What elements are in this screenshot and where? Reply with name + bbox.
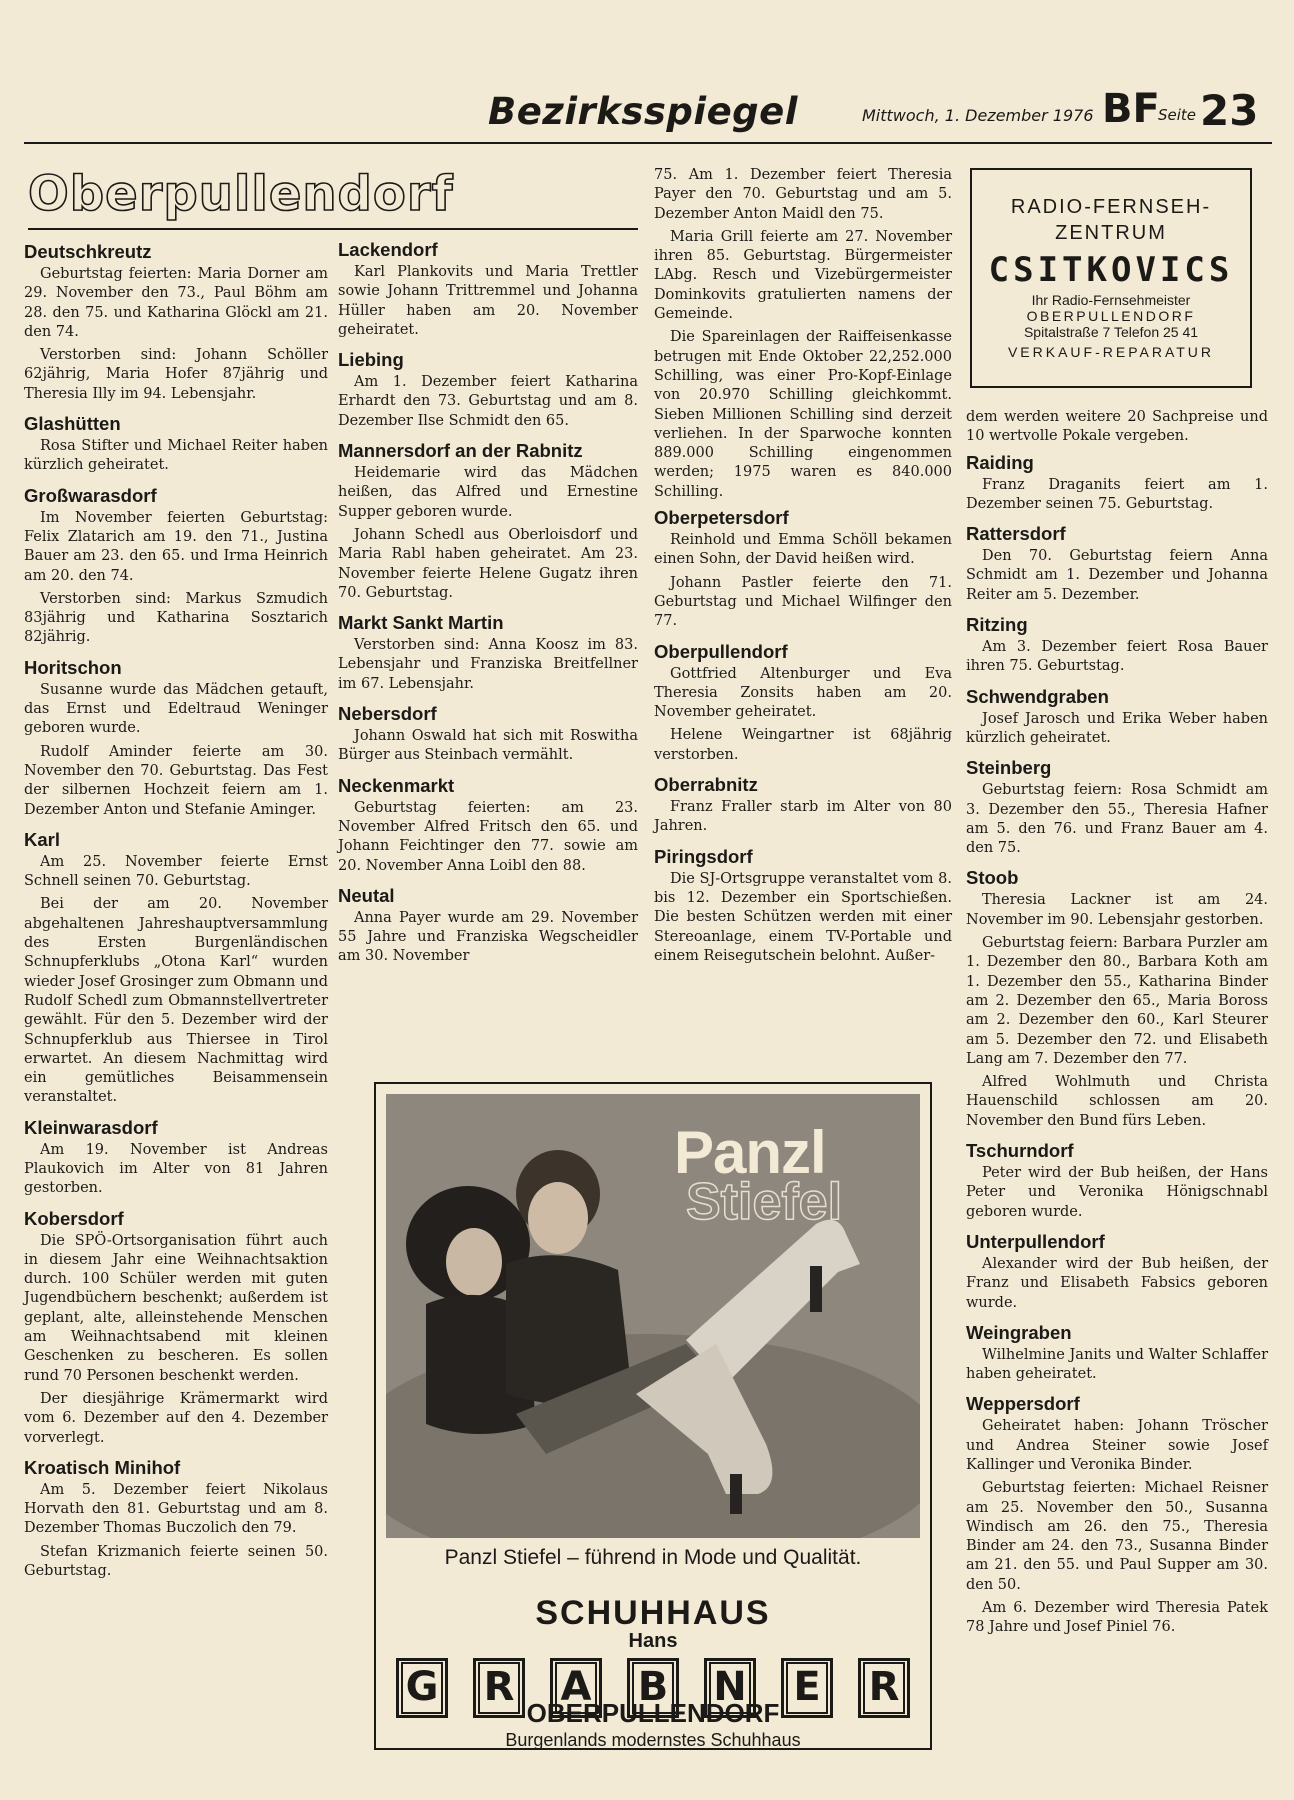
news-item (966, 685, 1268, 749)
shop-letter: G (401, 1662, 443, 1714)
news-paragraph: Heidemarie wird das Mädchen heißen, das Alfred und Ernestine Supper geboren wurde. (338, 465, 638, 520)
brand-name: Panzl (674, 1119, 826, 1186)
village-heading: Oberpetersdorf (654, 507, 789, 529)
continued-text (966, 408, 1268, 447)
news-paragraph: Die SJ-Ortsgruppe veranstaltet vom 8. bis 12. Dezember ein Sportschießen. Die besten Schützen werden mit einer Stereoanlage, einem TV-Portable und einem Reisegutschein belohnt. Außer- (654, 870, 952, 964)
shop-type: SCHUHHAUS (535, 1594, 771, 1632)
village-heading: Horitschon (24, 656, 122, 678)
village-heading: Großwarasdorf (24, 484, 157, 506)
news-paragraph: Geburtstag feierten: am 23. November Alfred Fritsch den 65. und Johann Feichtinger den 77. sowie am 20. November Anna Loibl den 88. (338, 799, 638, 874)
village-heading: Schwendgraben (966, 685, 1109, 707)
brand-product: Stiefel (686, 1173, 843, 1231)
village-heading: Lackendorf (338, 239, 438, 260)
ad-business-name: CSITKOVICS (988, 250, 1234, 290)
ad-tagline: Ihr Radio-Fernsehmeister (1031, 292, 1191, 308)
news-paragraph: Am 5. Dezember feiert Nikolaus Horvath den 81. Geburtstag und am 8. Dezember Thomas Buczolich den 79. (24, 1481, 328, 1537)
news-item (24, 828, 328, 1108)
shop-letter: R (478, 1662, 520, 1714)
column-3 (654, 166, 952, 974)
news-paragraph: Susanne wurde das Mädchen getauft, das Ernst und Edeltraud Weninger geboren wurde. (24, 681, 328, 737)
village-heading: Liebing (338, 349, 404, 371)
village-heading: Oberpullendorf (654, 640, 788, 662)
ad-headline-2: ZENTRUM (1055, 222, 1167, 244)
news-paragraph: Den 70. Geburtstag feiern Anna Schmidt am 1. Dezember und Johanna Reiter am 5. Dezember. (966, 548, 1268, 603)
news-item (338, 348, 638, 431)
column-2 (338, 238, 638, 975)
news-item (24, 240, 328, 404)
issue-date: Mittwoch, 1. Dezember 1976 (862, 106, 1094, 125)
column-1 (24, 240, 328, 1589)
news-paragraph: Josef Jarosch und Erika Weber haben kürzlich geheiratet. (966, 710, 1268, 746)
village-heading: Kobersdorf (24, 1207, 124, 1229)
news-paragraph: Alfred Wohlmuth und Christa Hauenschild schlossen am 20. November den Bund fürs Leben. (966, 1074, 1268, 1129)
ad-address: Spitalstraße 7 Telefon 25 41 (1023, 324, 1199, 340)
shop-first-name: Hans (628, 1630, 678, 1652)
news-paragraph: Am 3. Dezember feiert Rosa Bauer ihren 75. Geburtstag. (966, 639, 1268, 675)
news-paragraph: Franz Draganits feiert am 1. Dezember seinen 75. Geburtstag. (966, 476, 1268, 512)
news-paragraph: Geburtstag feiern: Barbara Purzler am 1. Dezember den 80., Barbara Koth am 1. Dezember den 55., Katharina Binder am 2. Dezember den 65., Maria Boross am 2. Dezember den 60., Karl Steurer am 5. Dezember den 72. und Elisabeth Lang am 7. Dezember den 77. (966, 935, 1268, 1067)
village-heading: Ritzing (966, 614, 1028, 636)
village-heading: Deutschkreutz (24, 241, 152, 262)
village-heading: Mannersdorf an der Rabnitz (338, 440, 583, 462)
shop-letter: E (786, 1662, 828, 1714)
news-paragraph: Maria Grill feierte am 27. November ihren 85. Geburtstag. Bürgermeister LAbg. Resch und Vizebürgermeister Dominkovits gratulierten namens der Gemeinde. (654, 228, 952, 323)
news-paragraph: Am 1. Dezember feiert Katharina Erhardt den 73. Geburtstag und am 8. Dezember Ilse Schmidt den 65. (338, 374, 638, 429)
news-paragraph: Verstorben sind: Markus Szmudich 83jährig und Katharina Sosztarich 82jährig. (24, 590, 328, 646)
news-paragraph: 75. Am 1. Dezember feiert Theresia Payer den 70. Geburtstag und am 5. Dezember Anton Maidl den 75. (654, 167, 952, 222)
ad-services: VERKAUF-REPARATUR (1007, 344, 1215, 360)
column-4 (966, 408, 1268, 1646)
masthead (0, 0, 1294, 150)
village-heading: Oberrabnitz (654, 774, 758, 796)
news-item (966, 1230, 1268, 1313)
title-rule (28, 228, 638, 230)
village-heading: Stoob (966, 867, 1019, 889)
news-paragraph: Geburtstag feierten: Maria Dorner am 29. November den 73., Paul Böhm am 28. den 75. und Katharina Glöckl am 21. den 74. (24, 266, 328, 340)
news-item (654, 506, 952, 631)
news-item (966, 866, 1268, 1131)
news-paragraph: Geburtstag feiern: Rosa Schmidt am 3. Dezember den 55., Theresia Hafner am 5. den 76. und Franz Bauer am 4. den 75. (966, 782, 1268, 857)
village-heading: Nebersdorf (338, 703, 437, 725)
village-heading: Neutal (338, 884, 395, 906)
village-heading: Weingraben (966, 1321, 1072, 1343)
news-item (966, 451, 1268, 515)
news-paragraph: dem werden weitere 20 Sachpreise und 10 wertvolle Pokale vergeben. (966, 409, 1268, 445)
news-paragraph: Anna Payer wurde am 29. November 55 Jahre und Franziska Wegscheidler am 30. November (338, 909, 638, 965)
news-paragraph: Wilhelmine Janits und Walter Schlaffer haben geheiratet. (966, 1346, 1268, 1383)
village-heading: Raiding (966, 451, 1034, 473)
village-heading: Neckenmarkt (338, 774, 455, 796)
news-item (24, 412, 328, 476)
news-paragraph: Bei der am 20. November abgehaltenen Jahreshauptversammlung des Ersten Burgenländischen Schnupferklubs „Otona Karl“ wurden wieder Josef Grosinger zum Obmann und Rudolf Schedl zum Obmannstellvertreter gewählt. Für den 5. Dezember wird der Schnupferklub aus Thiersee in Tirol erwartet. An diesem Nachmittag wird ein gemütliches Beisammensein veranstaltet. (24, 896, 328, 1106)
news-paragraph: Am 25. November feierte Ernst Schnell seinen 70. Geburtstag. (24, 853, 328, 890)
news-item (24, 1116, 328, 1199)
news-paragraph: Die SPÖ-Ortsorganisation führt auch in diesem Jahr eine Weihnachtsaktion durch. 100 Schüler werden mit guten Jugendbüchern beschenkt; außerdem ist geplant, alte, alleinstehende Menschen am Weihnachtsabend mit kleinen Geschenken zu bescheren. Es sollen rund 70 Personen beschenkt werden. (24, 1232, 328, 1384)
news-paragraph: Verstorben sind: Johann Schöller 62jährig, Maria Hofer 87jährig und Theresia Illy im 94. Lebensjahr. (24, 347, 328, 402)
news-item (338, 702, 638, 766)
news-paragraph: Rudolf Aminder feierte am 30. November den 70. Geburtstag. Das Fest der silbernen Hochzeit feiern am 1. Dezember Anton und Stefanie Aminger. (24, 743, 328, 818)
news-item (24, 1207, 328, 1448)
page-label: Seite (1158, 106, 1197, 124)
news-paragraph: Stefan Krizmanich feierte seinen 50. Geburtstag. (24, 1543, 328, 1580)
news-item (654, 845, 952, 966)
news-item (966, 1392, 1268, 1637)
continued-text (654, 166, 952, 502)
news-paragraph: Johann Schedl aus Oberloisdorf und Maria Rabl haben geheiratet. Am 23. November feierte Helene Gugatz ihren 70. Geburtstag. (338, 526, 638, 601)
news-paragraph: Johann Oswald hat sich mit Roswitha Bürger aus Steinbach vermählt. (338, 728, 638, 764)
village-heading: Karl (24, 828, 60, 850)
village-heading: Piringsdorf (654, 845, 753, 867)
news-item (338, 884, 638, 967)
news-paragraph: Karl Plankovits und Maria Trettler sowie Johann Trittremmel und Johanna Hüller haben am 20. November geheiratet. (338, 264, 638, 338)
news-paragraph: Theresia Lackner ist am 24. November im 90. Lebensjahr gestorben. (966, 892, 1268, 928)
village-heading: Steinberg (966, 757, 1052, 779)
news-paragraph: Verstorben sind: Anna Koosz im 83. Lebensjahr und Franziska Breitfellner im 67. Lebensjahr. (338, 637, 638, 692)
section-title: Bezirksspiegel (488, 90, 798, 133)
news-item (654, 640, 952, 765)
news-item (338, 238, 638, 340)
news-paragraph: Gottfried Altenburger und Eva Theresia Zonsits haben am 20. November geheiratet. (654, 665, 952, 721)
village-heading: Kroatisch Minihof (24, 1456, 181, 1478)
news-paragraph: Am 19. November ist Andreas Plaukovich im Alter von 81 Jahren gestorben. (24, 1141, 328, 1197)
news-paragraph: Reinhold und Emma Schöll bekamen einen Sohn, der David heißen wird. (654, 532, 952, 568)
village-heading: Kleinwarasdorf (24, 1116, 158, 1138)
news-item (338, 611, 638, 694)
news-paragraph: Rosa Stifter und Michael Reiter haben kürzlich geheiratet. (24, 438, 328, 474)
news-paragraph: Peter wird der Bub heißen, der Hans Peter und Veronika Hönigschnabl geboren wurde. (966, 1165, 1268, 1220)
shop-letter: A (555, 1662, 597, 1714)
couple-photo-illustration (386, 1094, 920, 1538)
ad-photo (386, 1094, 920, 1538)
ad-town: OBERPULLENDORF (1026, 308, 1196, 324)
news-item (338, 439, 638, 603)
page-number: 23 (1200, 86, 1259, 135)
news-paragraph: Der diesjährige Krämermarkt wird vom 6. Dezember auf den 4. Dezember vorverlegt. (24, 1390, 328, 1446)
shop-claim: Burgenlands modernstes Schuhhaus (505, 1730, 801, 1750)
village-heading: Rattersdorf (966, 523, 1066, 545)
news-item (654, 773, 952, 837)
news-item (24, 656, 328, 820)
news-paragraph: Die Spareinlagen der Raiffeisenkasse betrugen mit Ende Oktober 22,252.000 Schilling, was einer Pro-Kopf-Einlage von 20.970 Schilling gleichkommt. Sieben Millionen Schilling sind derzeit verliehen. In der Sparwoche konnten 889.000 Schilling eingenommen werden; 1975 waren es 840.000 Schilling. (654, 329, 952, 500)
news-paragraph: Alexander wird der Bub heißen, der Franz und Elisabeth Fabsics geboren wurde. (966, 1255, 1268, 1311)
news-item (24, 1456, 328, 1581)
village-heading: Markt Sankt Martin (338, 612, 504, 634)
news-item (966, 613, 1268, 677)
shop-letter: B (632, 1662, 674, 1714)
header-rule (24, 142, 1272, 144)
news-item (966, 1139, 1268, 1222)
news-paragraph: Geburtstag feierten: Michael Reisner am 25. November den 50., Susanna Windisch am 26. den 75., Theresia Binder am 24. den 73., Susanna Binder am 21. den 55. und Paul Supper am 30. den 50. (966, 1480, 1268, 1593)
shop-town: OBERPULLENDORF (526, 1698, 780, 1728)
ad-slogan: Panzl Stiefel – führend in Mode und Qualität. (444, 1546, 862, 1569)
ad-headline: RADIO-FERNSEH- (1010, 196, 1212, 218)
news-paragraph: Johann Pastler feierte den 71. Geburtstag und Michael Wilfinger den 77. (654, 574, 952, 630)
region-title: Oberpullendorf (28, 166, 454, 222)
news-paragraph: Am 6. Dezember wird Theresia Patek 78 Jahre und Josef Piniel 76. (966, 1600, 1268, 1636)
village-heading: Glashütten (24, 413, 121, 435)
news-paragraph: Im November feierten Geburtstag: Felix Zlatarich am 19. den 71., Justina Bauer am 23. den 65. und Irma Heinrich am 20. den 74. (24, 509, 328, 584)
newspaper-logo: BF (1102, 86, 1160, 132)
shop-letter: N (709, 1662, 751, 1714)
radio-tv-advertisement (970, 168, 1252, 388)
village-heading: Unterpullendorf (966, 1230, 1105, 1252)
news-item (966, 756, 1268, 858)
village-heading: Weppersdorf (966, 1393, 1080, 1415)
news-paragraph: Geheiratet haben: Johann Tröscher und Andrea Steiner sowie Josef Kallinger und Veronika Binder. (966, 1418, 1268, 1473)
village-heading: Tschurndorf (966, 1140, 1074, 1162)
news-paragraph: Franz Fraller starb im Alter von 80 Jahren. (654, 799, 952, 835)
shop-letter: R (863, 1662, 905, 1714)
news-item (338, 774, 638, 876)
news-item (966, 1321, 1268, 1385)
news-paragraph: Helene Weingartner ist 68jährig verstorben. (654, 727, 952, 763)
shoe-store-advertisement (374, 1082, 932, 1750)
news-item (24, 484, 328, 648)
news-item (966, 522, 1268, 605)
